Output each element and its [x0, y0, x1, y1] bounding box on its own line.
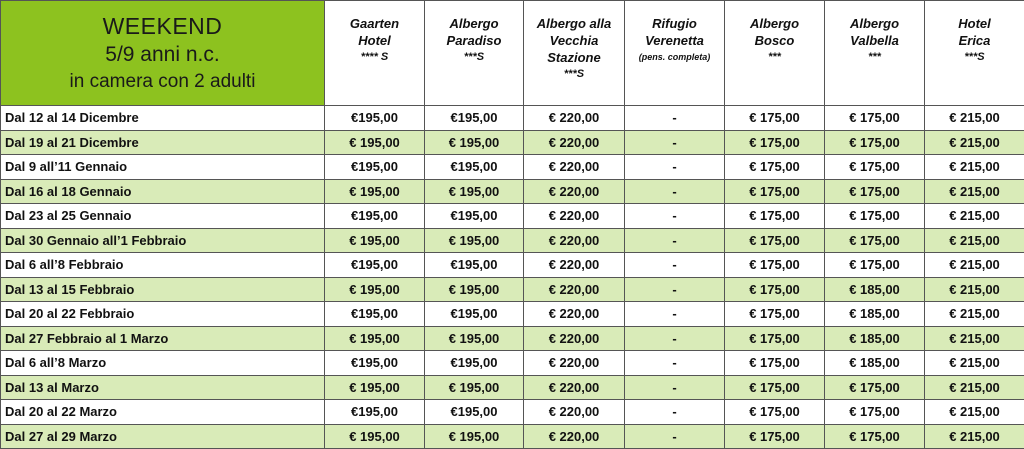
hotel-header-3 [625, 1, 725, 106]
date-range-cell: Dal 13 al 15 Febbraio [1, 277, 325, 302]
price-cell: € 175,00 [725, 277, 825, 302]
price-cell: € 215,00 [925, 253, 1024, 278]
table-row [1, 179, 1024, 204]
price-cell: € 215,00 [925, 424, 1024, 449]
table-row [1, 351, 1024, 376]
price-cell: € 175,00 [725, 179, 825, 204]
title-line-1: WEEKEND [102, 12, 223, 39]
price-cell: € 215,00 [925, 400, 1024, 425]
price-cell: € 215,00 [925, 277, 1024, 302]
table-row [1, 400, 1024, 425]
price-cell: €195,00 [425, 106, 524, 131]
price-cell: € 185,00 [825, 302, 925, 327]
hotel-stars: ***S [964, 51, 985, 63]
hotel-header-0 [325, 1, 425, 106]
price-cell: € 175,00 [725, 130, 825, 155]
price-cell: € 175,00 [725, 351, 825, 376]
table-row [1, 204, 1024, 229]
hotel-stars: **** S [360, 51, 389, 63]
price-cell: € 220,00 [524, 204, 625, 229]
hotel-stars: ***S [463, 51, 485, 63]
price-cell: € 220,00 [524, 228, 625, 253]
header-row [1, 1, 1024, 106]
price-cell: - [625, 204, 725, 229]
hotel-header-6 [925, 1, 1024, 106]
date-range-cell: Dal 27 Febbraio al 1 Marzo [1, 326, 325, 351]
hotel-header-5 [825, 1, 925, 106]
hotel-name: Albergo Bosco [749, 16, 800, 48]
price-cell: € 185,00 [825, 351, 925, 376]
price-cell: €195,00 [425, 204, 524, 229]
price-cell: € 175,00 [725, 204, 825, 229]
date-range-cell: Dal 19 al 21 Dicembre [1, 130, 325, 155]
price-cell: € 195,00 [325, 424, 425, 449]
price-cell: € 175,00 [725, 400, 825, 425]
price-cell: € 195,00 [325, 228, 425, 253]
table-row [1, 253, 1024, 278]
date-range-cell: Dal 6 all’8 Febbraio [1, 253, 325, 278]
price-cell: € 195,00 [325, 130, 425, 155]
price-cell: € 220,00 [524, 253, 625, 278]
price-cell: € 215,00 [925, 326, 1024, 351]
price-cell: - [625, 375, 725, 400]
table-row [1, 106, 1024, 131]
price-cell: € 175,00 [825, 130, 925, 155]
price-cell: €195,00 [425, 155, 524, 180]
price-cell: € 215,00 [925, 375, 1024, 400]
price-cell: € 175,00 [825, 179, 925, 204]
hotel-header-2 [524, 1, 625, 106]
price-cell: - [625, 130, 725, 155]
table-row [1, 326, 1024, 351]
price-cell: € 195,00 [325, 375, 425, 400]
price-cell: € 220,00 [524, 277, 625, 302]
price-table-body [1, 106, 1024, 449]
price-cell: € 215,00 [925, 302, 1024, 327]
price-cell: € 195,00 [425, 424, 524, 449]
date-range-cell: Dal 13 al Marzo [1, 375, 325, 400]
price-cell: € 175,00 [825, 204, 925, 229]
price-cell: € 220,00 [524, 179, 625, 204]
price-cell: € 175,00 [825, 400, 925, 425]
price-cell: - [625, 277, 725, 302]
price-cell: €195,00 [325, 400, 425, 425]
price-cell: € 215,00 [925, 106, 1024, 131]
price-cell: € 195,00 [425, 326, 524, 351]
date-range-cell: Dal 30 Gennaio all’1 Febbraio [1, 228, 325, 253]
hotel-header-1 [425, 1, 524, 106]
price-cell: €195,00 [325, 204, 425, 229]
price-cell: € 175,00 [725, 228, 825, 253]
price-cell: € 215,00 [925, 228, 1024, 253]
price-cell: € 220,00 [524, 326, 625, 351]
price-cell: € 175,00 [725, 326, 825, 351]
hotel-stars: *** [768, 51, 781, 63]
price-cell: - [625, 400, 725, 425]
price-cell: €195,00 [425, 302, 524, 327]
price-cell: €195,00 [325, 302, 425, 327]
hotel-name: Rifugio Verenetta [645, 16, 704, 48]
price-cell: € 215,00 [925, 351, 1024, 376]
price-cell: € 175,00 [725, 424, 825, 449]
date-range-cell: Dal 27 al 29 Marzo [1, 424, 325, 449]
hotel-name: Albergo Paradiso [446, 16, 502, 48]
table-row [1, 302, 1024, 327]
price-cell: € 220,00 [524, 155, 625, 180]
hotel-stars: ***S [563, 68, 585, 80]
price-cell: € 175,00 [825, 106, 925, 131]
price-cell: € 220,00 [524, 302, 625, 327]
price-cell: - [625, 302, 725, 327]
date-range-cell: Dal 23 al 25 Gennaio [1, 204, 325, 229]
price-cell: € 195,00 [425, 130, 524, 155]
price-cell: € 195,00 [425, 375, 524, 400]
price-cell: - [625, 253, 725, 278]
table-row [1, 375, 1024, 400]
price-cell: € 175,00 [725, 302, 825, 327]
date-range-cell: Dal 20 al 22 Marzo [1, 400, 325, 425]
price-cell: € 175,00 [825, 228, 925, 253]
price-cell: € 195,00 [325, 326, 425, 351]
date-range-cell: Dal 16 al 18 Gennaio [1, 179, 325, 204]
price-cell: € 175,00 [825, 375, 925, 400]
package-title [1, 1, 325, 106]
price-cell: - [625, 106, 725, 131]
price-cell: € 220,00 [524, 400, 625, 425]
hotel-name: Albergo Valbella [849, 16, 900, 48]
price-cell: € 195,00 [325, 179, 425, 204]
price-cell: - [625, 351, 725, 376]
hotel-note: (pens. completa) [638, 52, 711, 62]
price-cell: € 220,00 [524, 106, 625, 131]
price-cell: €195,00 [325, 351, 425, 376]
date-range-cell: Dal 6 all’8 Marzo [1, 351, 325, 376]
price-cell: - [625, 326, 725, 351]
hotel-name: Albergo alla Vecchia Stazione [536, 16, 612, 65]
title-line-3: in camera con 2 adulti [69, 70, 256, 92]
title-line-2: 5/9 anni n.c. [105, 42, 220, 66]
price-cell: € 175,00 [825, 155, 925, 180]
price-cell: € 215,00 [925, 204, 1024, 229]
price-cell: - [625, 155, 725, 180]
price-cell: €195,00 [325, 155, 425, 180]
price-cell: € 220,00 [524, 424, 625, 449]
price-cell: €195,00 [325, 253, 425, 278]
hotel-header-4 [725, 1, 825, 106]
price-cell: € 185,00 [825, 326, 925, 351]
hotel-name: Hotel Erica [958, 16, 991, 48]
price-cell: - [625, 179, 725, 204]
price-cell: € 215,00 [925, 130, 1024, 155]
price-cell: € 175,00 [825, 424, 925, 449]
price-cell: € 220,00 [524, 130, 625, 155]
price-cell: € 215,00 [925, 155, 1024, 180]
price-cell: €195,00 [425, 351, 524, 376]
date-range-cell: Dal 9 all’11 Gennaio [1, 155, 325, 180]
price-cell: € 175,00 [725, 253, 825, 278]
price-cell: €195,00 [425, 400, 524, 425]
hotel-stars: *** [868, 51, 881, 63]
table-row [1, 424, 1024, 449]
price-cell: € 175,00 [725, 106, 825, 131]
price-cell: € 195,00 [325, 277, 425, 302]
price-cell: € 175,00 [825, 253, 925, 278]
price-cell: € 185,00 [825, 277, 925, 302]
price-cell: € 220,00 [524, 375, 625, 400]
table-row [1, 130, 1024, 155]
price-cell: €195,00 [425, 253, 524, 278]
table-row [1, 155, 1024, 180]
table-row [1, 277, 1024, 302]
price-cell: - [625, 228, 725, 253]
price-cell: € 220,00 [524, 351, 625, 376]
price-cell: € 195,00 [425, 179, 524, 204]
date-range-cell: Dal 20 al 22 Febbraio [1, 302, 325, 327]
table-row [1, 228, 1024, 253]
date-range-cell: Dal 12 al 14 Dicembre [1, 106, 325, 131]
hotel-name: Gaarten Hotel [349, 16, 400, 48]
price-cell: - [625, 424, 725, 449]
price-cell: € 175,00 [725, 155, 825, 180]
price-cell: € 175,00 [725, 375, 825, 400]
price-cell: € 215,00 [925, 179, 1024, 204]
price-cell: € 195,00 [425, 228, 524, 253]
price-cell: €195,00 [325, 106, 425, 131]
price-cell: € 195,00 [425, 277, 524, 302]
